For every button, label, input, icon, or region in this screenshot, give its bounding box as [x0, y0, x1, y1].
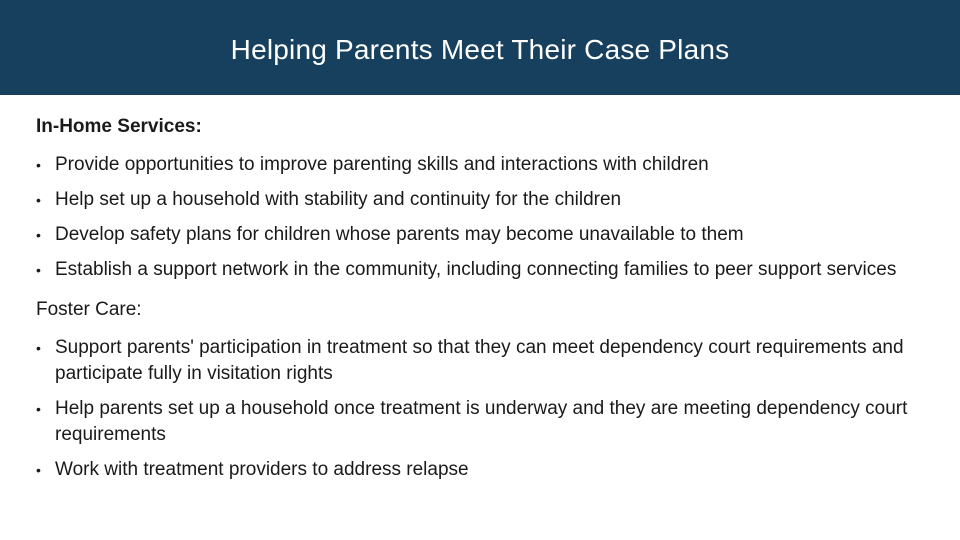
list-item — [36, 152, 916, 178]
list-item — [36, 222, 916, 248]
bullet-dot-icon: • — [36, 262, 41, 278]
list-item-text: Work with treatment providers to address relapse — [55, 459, 469, 480]
list-item-text: Develop safety plans for children whose parents may become unavailable to them — [55, 224, 744, 245]
list-item-text: Provide opportunities to improve parenting skills and interactions with children — [55, 154, 709, 175]
bullet-list — [36, 152, 916, 283]
list-item-text: Help set up a household with stability and continuity for the children — [55, 189, 622, 210]
section-in-home-services — [36, 114, 916, 283]
bullet-dot-icon: • — [36, 340, 41, 356]
list-item-text: Help parents set up a household once treatment is underway and they are meeting dependency court requirements — [55, 398, 908, 445]
list-item — [36, 396, 916, 448]
bullet-list — [36, 335, 916, 483]
bullet-dot-icon: • — [36, 401, 41, 417]
title-bar — [0, 0, 960, 95]
section-heading: In-Home Services: — [36, 116, 202, 137]
list-item — [36, 335, 916, 387]
list-item — [36, 457, 916, 483]
slide-title: Helping Parents Meet Their Case Plans — [230, 33, 730, 65]
bullet-dot-icon: • — [36, 192, 41, 208]
list-item — [36, 187, 916, 213]
section-heading: Foster Care: — [36, 299, 142, 320]
list-item — [36, 257, 916, 283]
slide-content — [36, 114, 916, 492]
section-foster-care — [36, 297, 916, 483]
list-item-text: Establish a support network in the community, including connecting families to peer support services — [55, 259, 897, 280]
bullet-dot-icon: • — [36, 462, 41, 478]
bullet-dot-icon: • — [36, 157, 41, 173]
list-item-text: Support parents' participation in treatment so that they can meet dependency court requirements and participate fully in visitation rights — [55, 337, 904, 384]
bullet-dot-icon: • — [36, 227, 41, 243]
